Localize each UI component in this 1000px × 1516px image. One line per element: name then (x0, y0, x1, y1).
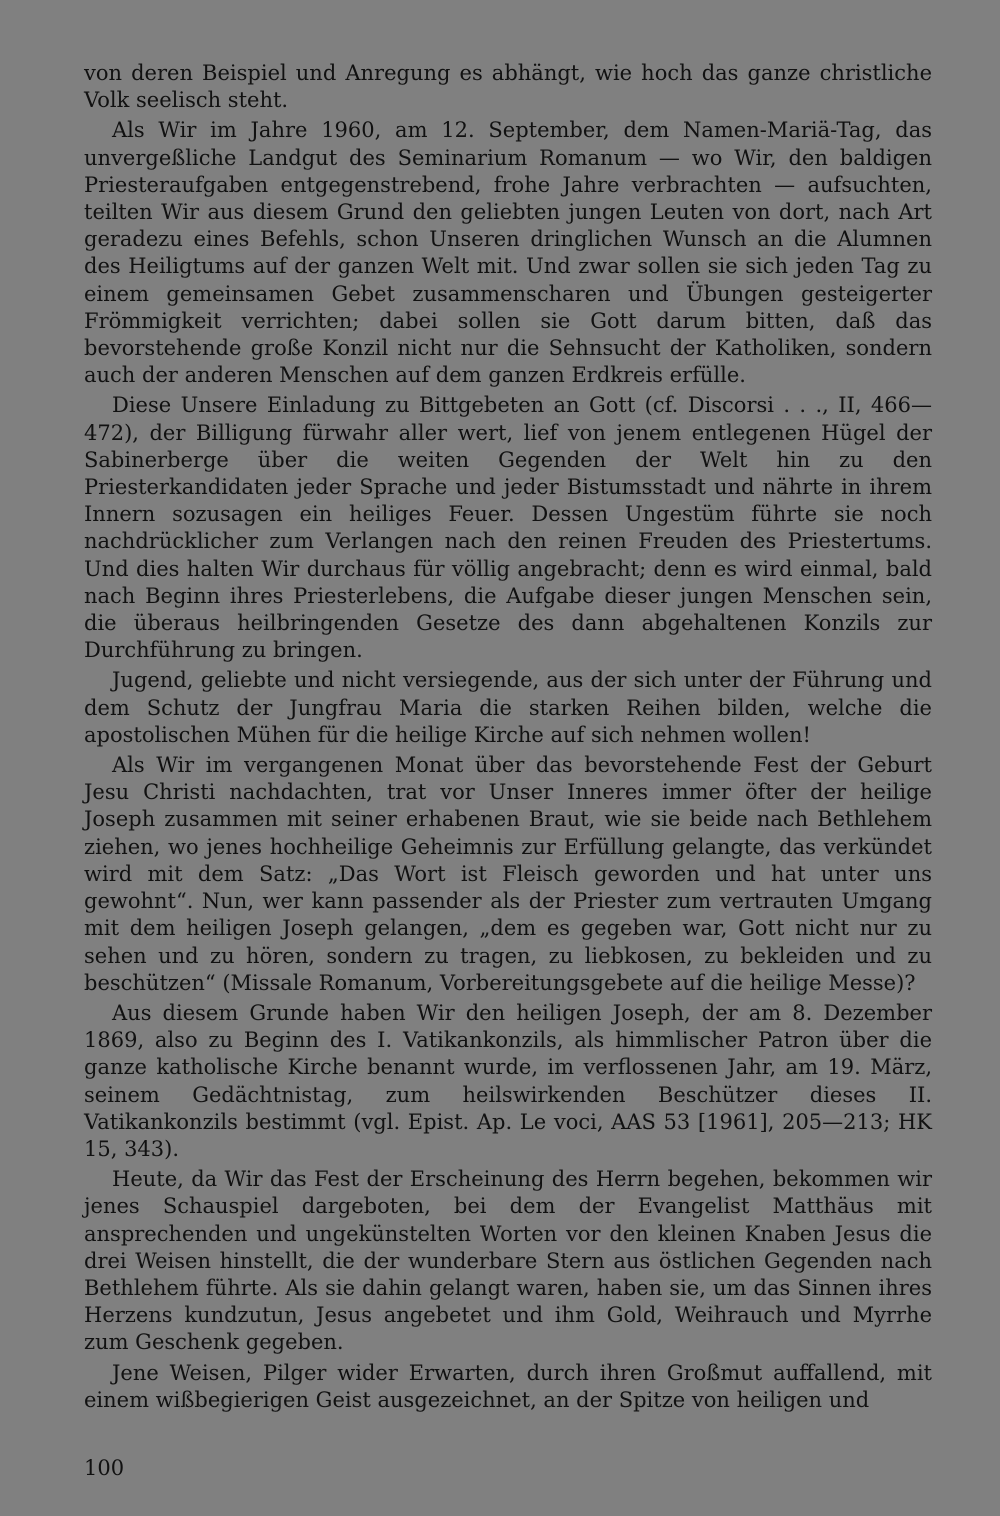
paragraph-5: Als Wir im vergangenen Monat über das bevorstehende Fest der Geburt Jesu Christi nachdachten, trat vor Unser Inneres immer öfter der heilige Joseph zusammen mit seiner erhabenen Braut, wie sie beide nach Bethlehem ziehen, wo jenes hochheilige Geheimnis zur Erfüllung gelangte, das verkündet wird mit dem Satz: „Das Wort ist Fleisch geworden und hat unter uns gewohnt“. Nun, wer kann passender als der Priester zum vertrauten Umgang mit dem heiligen Joseph gelangen, „dem es gegeben war, Gott nicht nur zu sehen und zu hören, sondern zu tragen, zu liebkosen, zu bekleiden und zu beschützen“ (Missale Romanum, Vorbereitungsgebete auf die heilige Messe)? (84, 753, 932, 995)
paragraph-2: Als Wir im Jahre 1960, am 12. September, dem Namen-Mariä-Tag, das unvergeßliche Landgut des Seminarium Romanum — wo Wir, den baldigen Priesteraufgaben entgegenstrebend, frohe Jahre verbrachten — aufsuchten, teilten Wir aus diesem Grund den geliebten jungen Leuten von dort, nach Art geradezu eines Befehls, schon Unseren dringlichen Wunsch an die Alumnen des Heiligtums auf der ganzen Welt mit. Und zwar sollen sie sich jeden Tag zu einem gemeinsamen Gebet zusammenscharen und Übungen gesteigerter Frömmigkeit verrichten; dabei sollen sie Gott darum bitten, daß das bevorstehende große Konzil nicht nur die Sehnsucht der Katholiken, sondern auch der anderen Menschen auf dem ganzen Erdkreis erfülle. (84, 118, 932, 388)
paragraph-7: Heute, da Wir das Fest der Erscheinung des Herrn begehen, bekommen wir jenes Schauspiel dargeboten, bei dem der Evangelist Matthäus mit ansprechenden und ungekünstelten Worten vor den kleinen Knaben Jesus die drei Weisen hinstellt, die der wunderbare Stern aus östlichen Gegenden nach Bethlehem führte. Als sie dahin gelangt waren, haben sie, um das Sinnen ihres Herzens kundzutun, Jesus angebetet und ihm Gold, Weihrauch und Myrrhe zum Geschenk gegeben. (84, 1167, 932, 1355)
paragraph-6: Aus diesem Grunde haben Wir den heiligen Joseph, der am 8. Dezember 1869, also zu Beginn des I. Vatikankonzils, als himmlischer Patron über die ganze katholische Kirche benannt wurde, im verflossenen Jahr, am 19. März, seinem Gedächtnistag, zum heilswirkenden Beschützer dieses II. Vatikankonzils bestimmt (vgl. Epist. Ap. Le voci, AAS 53 [1961], 205—213; HK 15, 343). (84, 1000, 932, 1161)
paragraph-8: Jene Weisen, Pilger wider Erwarten, durch ihren Großmut auffallend, mit einem wißbegierigen Geist ausgezeichnet, an der Spitze von heiligen und (84, 1360, 932, 1412)
paragraph-3: Diese Unsere Einladung zu Bittgebeten an Gott (cf. Discorsi . . ., II, 466—472), der Billigung fürwahr aller wert, lief von jenem entlegenen Hügel der Sabinerberge über die weiten Gegenden der Welt hin zu den Priesterkandidaten jeder Sprache und jeder Bistumsstadt und nährte in ihrem Innern sozusagen ein heiliges Feuer. Dessen Ungestüm führte sie noch nachdrücklicher zum Verlangen nach den reinen Freuden des Priestertums. Und dies halten Wir durchaus für völlig angebracht; denn es wird einmal, bald nach Beginn ihres Priesterlebens, die Aufgabe dieser jungen Menschen sein, die überaus heilbringenden Gesetze des dann abgehaltenen Konzils zur Durchführung zu bringen. (84, 393, 932, 663)
paragraph-1: von deren Beispiel und Anregung es abhängt, wie hoch das ganze christliche Volk seelisch steht. (84, 61, 932, 113)
page-body (84, 60, 932, 1417)
page-number: 100 (84, 1456, 125, 1480)
paragraph-4: Jugend, geliebte und nicht versiegende, aus der sich unter der Führung und dem Schutz der Jungfrau Maria die starken Reihen bilden, welche die apostolischen Mühen für die heilige Kirche auf sich nehmen wollen! (84, 668, 932, 747)
